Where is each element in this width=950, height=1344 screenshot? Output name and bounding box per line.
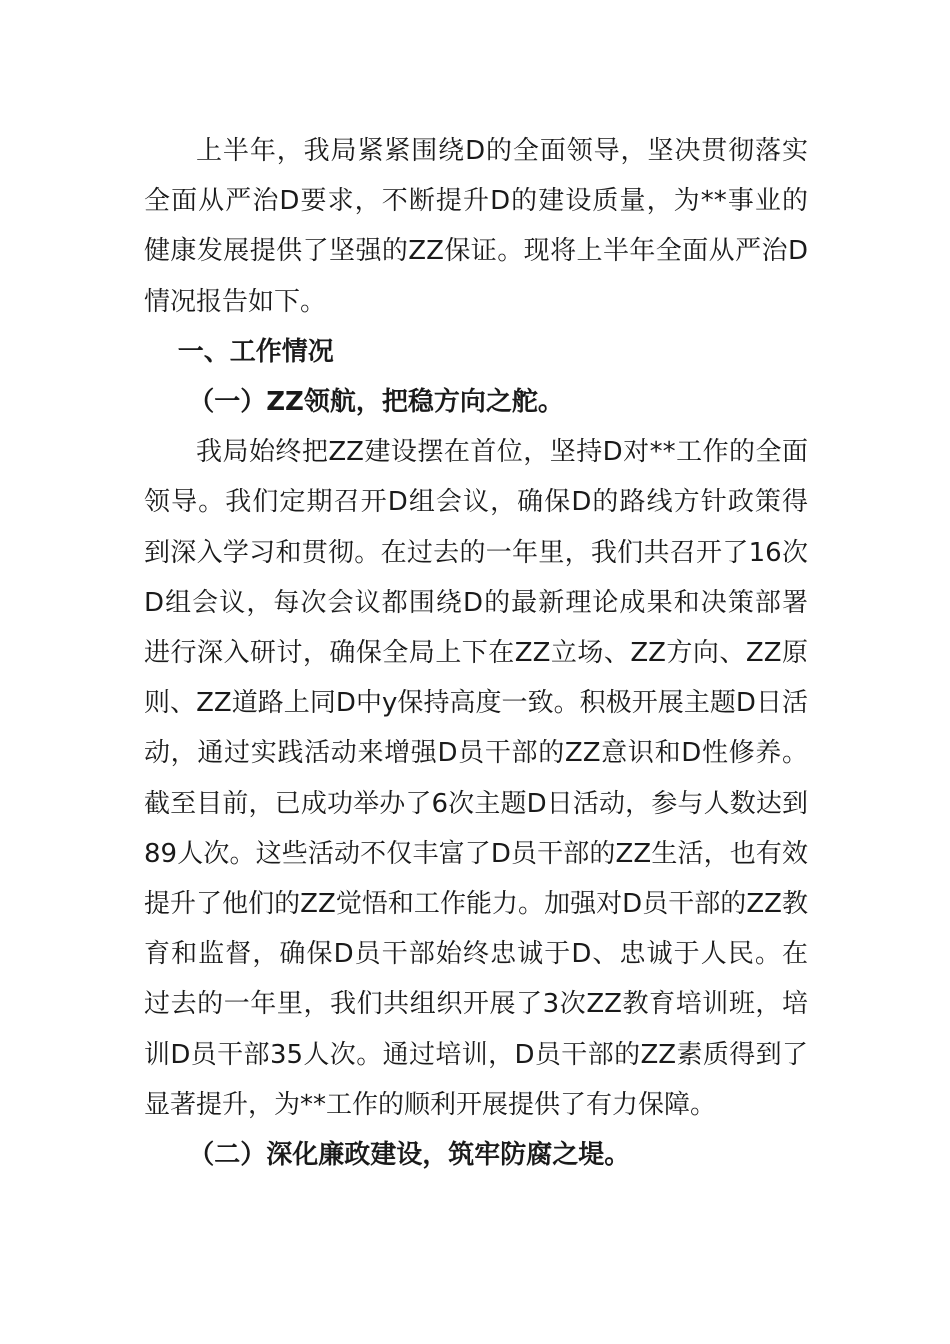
intro-paragraph: 上半年，我局紧紧围绕D的全面领导，坚决贯彻落实全面从严治D要求，不断提升D的建设质量，为**事业的健康发展提供了坚强的ZZ保证。现将上半年全面从严治D情况报告如下。 [144,136,808,317]
body-paragraph-1: 我局始终把ZZ建设摆在首位，坚持D对**工作的全面领导。我们定期召开D组会议，确保D的路线方针政策得到深入学习和贯彻。在过去的一年里，我们共召开了16次D组会议，每次会议都围绕D的最新理论成果和决策部署进行深入研讨，确保全局上下在ZZ立场、ZZ方向、ZZ原则、ZZ道路上同D中y保持高度一致。积极开展主题D日活动，通过实践活动来增强D员干部的ZZ意识和D性修养。截至目前，已成功举办了6次主题D日活动，参与人数达到89人次。这些活动不仅丰富了D员干部的ZZ生活，也有效提升了他们的ZZ觉悟和工作能力。加强对D员干部的ZZ教育和监督，确保D员干部始终忠诚于D、忠诚于人民。在过去的一年里，我们共组织开展了3次ZZ教育培训班，培训D员干部35人次。通过培训，D员干部的ZZ素质得到了显著提升，为**工作的顺利开展提供了有力保障。 [144,437,808,1120]
subsection-heading-1: （一）ZZ领航，把稳方向之舵。 [188,387,564,418]
section-heading-work-situation: 一、工作情况 [177,336,334,367]
subsection-heading-2: （二）深化廉政建设，筑牢防腐之堤。 [188,1140,631,1171]
document-body [144,126,808,1180]
